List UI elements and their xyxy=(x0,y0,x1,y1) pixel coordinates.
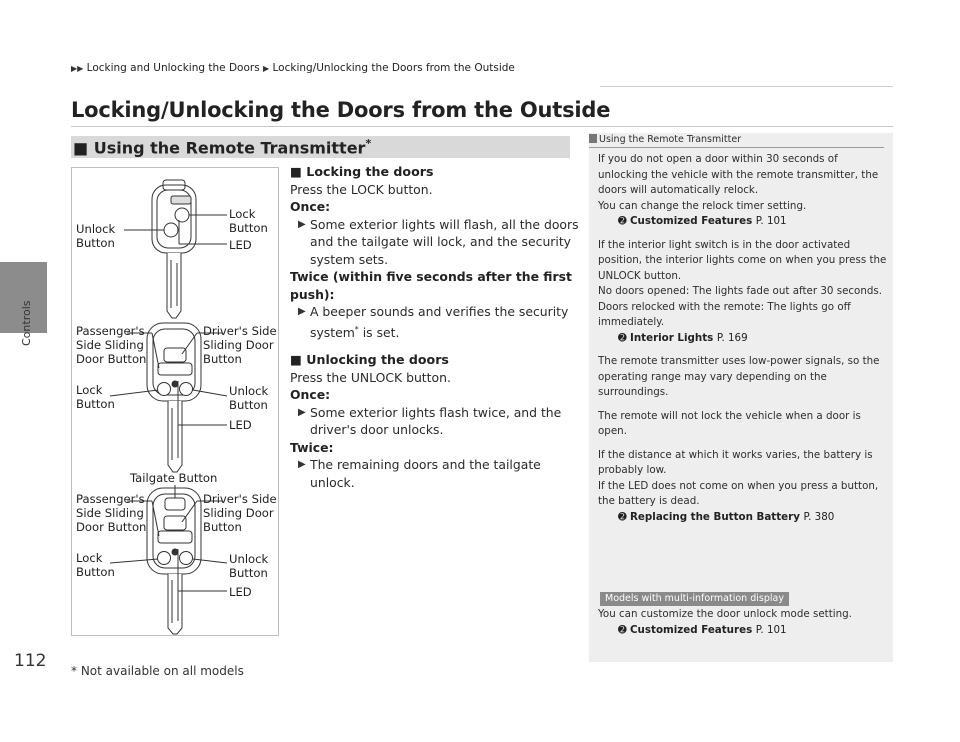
breadcrumb-arrow-icon: ▶▶ xyxy=(71,64,84,73)
key3-driver-label: Driver's Side Sliding Door Button xyxy=(203,492,277,534)
xref-interior-lights[interactable]: ➋ Interior Lights P. 169 xyxy=(598,331,888,347)
key3-tailgate-label: Tailgate Button xyxy=(130,471,218,485)
page-ref-icon: ➋ xyxy=(618,510,627,523)
key2-lock-btn xyxy=(158,383,171,396)
key3-lock-label: Lock Button xyxy=(76,551,115,579)
unlocking-intro: Press the UNLOCK button. xyxy=(290,369,451,385)
breadcrumb-arrow-icon: ▶ xyxy=(263,64,270,73)
section-title: ■ Using the Remote Transmitter* xyxy=(73,137,372,158)
key3-driver-btn xyxy=(164,516,186,530)
xref-customized-features-2[interactable]: ➋ Customized Features P. 101 xyxy=(598,623,888,639)
key3-unlock-label: Unlock Button xyxy=(229,552,269,580)
xref-customized-features[interactable]: ➋ Customized Features P. 101 xyxy=(598,214,888,230)
notes-content: If you do not open a door within 30 seconds of unlocking the vehicle with the remote transmitter, the doors will automatically relock. You can change the relock timer setting. ➋ Customized Features P. 101 If the interior light switch is in the door activated position, the interior lights come on when you press the UNLOCK button. No doors opened: The lights fade out after 30 seconds. Doors relocked with the remote: The lights go off immediately. ➋ Interior Lights P. 169 The remote transmitter uses low-power signals, so the operating range may vary depending on the surroundings. The remote will not lock the vehicle when a door is open. If the distance at which it works varies, the battery is probably low. If the LED does not come on when you press a button, the battery is dead. ➋ Replacing the Button Battery P. 380 xyxy=(598,152,888,525)
key1-badge xyxy=(171,196,191,204)
remote-transmitter-figure xyxy=(71,167,279,636)
title-rule xyxy=(71,126,893,127)
locking-twice-text: ▶ A beeper sounds and verifies the security system* is set. xyxy=(298,304,569,340)
notes-content-2: You can customize the door unlock mode setting. ➋ Customized Features P. 101 xyxy=(598,607,888,638)
note-marker-icon xyxy=(589,134,597,143)
key3-led-label: LED xyxy=(229,585,252,599)
result-arrow-icon: ▶ xyxy=(298,306,306,317)
key2-unlock-btn xyxy=(180,383,193,396)
xref-replacing-battery[interactable]: ➋ Replacing the Button Battery P. 380 xyxy=(598,510,888,526)
key2-passenger-label: Passenger's Side Sliding Door Button xyxy=(76,324,147,366)
page-ref-icon: ➋ xyxy=(618,215,627,227)
key2-lock-label: Lock Button xyxy=(76,383,115,411)
key1-lock-label: Lock Button xyxy=(229,207,268,235)
key1-blade xyxy=(167,253,181,318)
unlocking-once-label: Once: xyxy=(290,387,331,403)
page-number: 112 xyxy=(14,651,47,671)
locking-heading: ■ Locking the doors xyxy=(290,164,434,179)
square-bullet-icon: ■ xyxy=(290,164,307,179)
key1-led-label: LED xyxy=(229,238,252,252)
unlocking-once-text: ▶ Some exterior lights flash twice, and the driver's door unlocks. xyxy=(298,404,562,438)
key1-unlock-btn xyxy=(164,223,178,237)
key3-unlock-btn xyxy=(180,552,193,565)
result-arrow-icon: ▶ xyxy=(298,218,306,230)
chapter-label: Controls xyxy=(20,300,33,346)
key1-unlock-label: Unlock Button xyxy=(76,222,116,250)
footnote-mark: * xyxy=(365,137,372,150)
result-arrow-icon: ▶ xyxy=(298,406,306,418)
square-bullet-icon: ■ xyxy=(290,352,307,368)
square-bullet-icon: ■ xyxy=(73,138,89,158)
locking-once-text: ▶ Some exterior lights will flash, all the doors and the tailgate will lock, and the security system sets. xyxy=(298,216,579,267)
key2-driver-label: Driver's Side Sliding Door Button xyxy=(203,324,277,366)
key3-passenger-label: Passenger's Side Sliding Door Button xyxy=(76,492,147,534)
key2-unlock-label: Unlock Button xyxy=(229,384,269,412)
breadcrumb-item-2[interactable]: Locking/Unlocking the Doors from the Outside xyxy=(272,62,515,74)
key2-passenger-btn xyxy=(158,363,192,375)
page-ref-icon: ➋ xyxy=(618,623,627,636)
page-ref-icon: ➋ xyxy=(618,331,627,344)
body-text xyxy=(290,163,580,491)
unlocking-twice-text: ▶ The remaining doors and the tailgate unlock. xyxy=(298,457,541,490)
key3-tailgate-btn xyxy=(165,498,185,510)
footnote: * Not available on all models xyxy=(71,664,244,678)
key3-passenger-btn xyxy=(158,531,192,543)
breadcrumb xyxy=(71,62,515,74)
result-arrow-icon: ▶ xyxy=(298,459,306,471)
notes-heading: Using the Remote Transmitter xyxy=(589,133,884,148)
unlocking-twice-label: Twice: xyxy=(290,439,334,455)
key3-lock-btn xyxy=(158,552,171,565)
key2-blade xyxy=(168,401,182,472)
unlocking-heading: ■ Unlocking the doors xyxy=(290,352,449,368)
key2-led xyxy=(172,381,178,387)
key3-blade xyxy=(168,574,182,634)
header-rule xyxy=(600,86,893,87)
page-title: Locking/Unlocking the Doors from the Outside xyxy=(71,98,611,122)
breadcrumb-item-1[interactable]: Locking and Unlocking the Doors xyxy=(86,62,260,74)
key2-driver-btn xyxy=(164,348,186,362)
locking-twice-label: Twice (within five seconds after the first push): xyxy=(290,269,572,302)
models-tag: Models with multi-information display xyxy=(600,592,789,606)
locking-once-label: Once: xyxy=(290,199,331,214)
key1-lock-btn xyxy=(175,208,189,222)
key3-led xyxy=(172,549,178,555)
key2-led-label: LED xyxy=(229,418,252,432)
locking-intro: Press the LOCK button. xyxy=(290,181,433,197)
